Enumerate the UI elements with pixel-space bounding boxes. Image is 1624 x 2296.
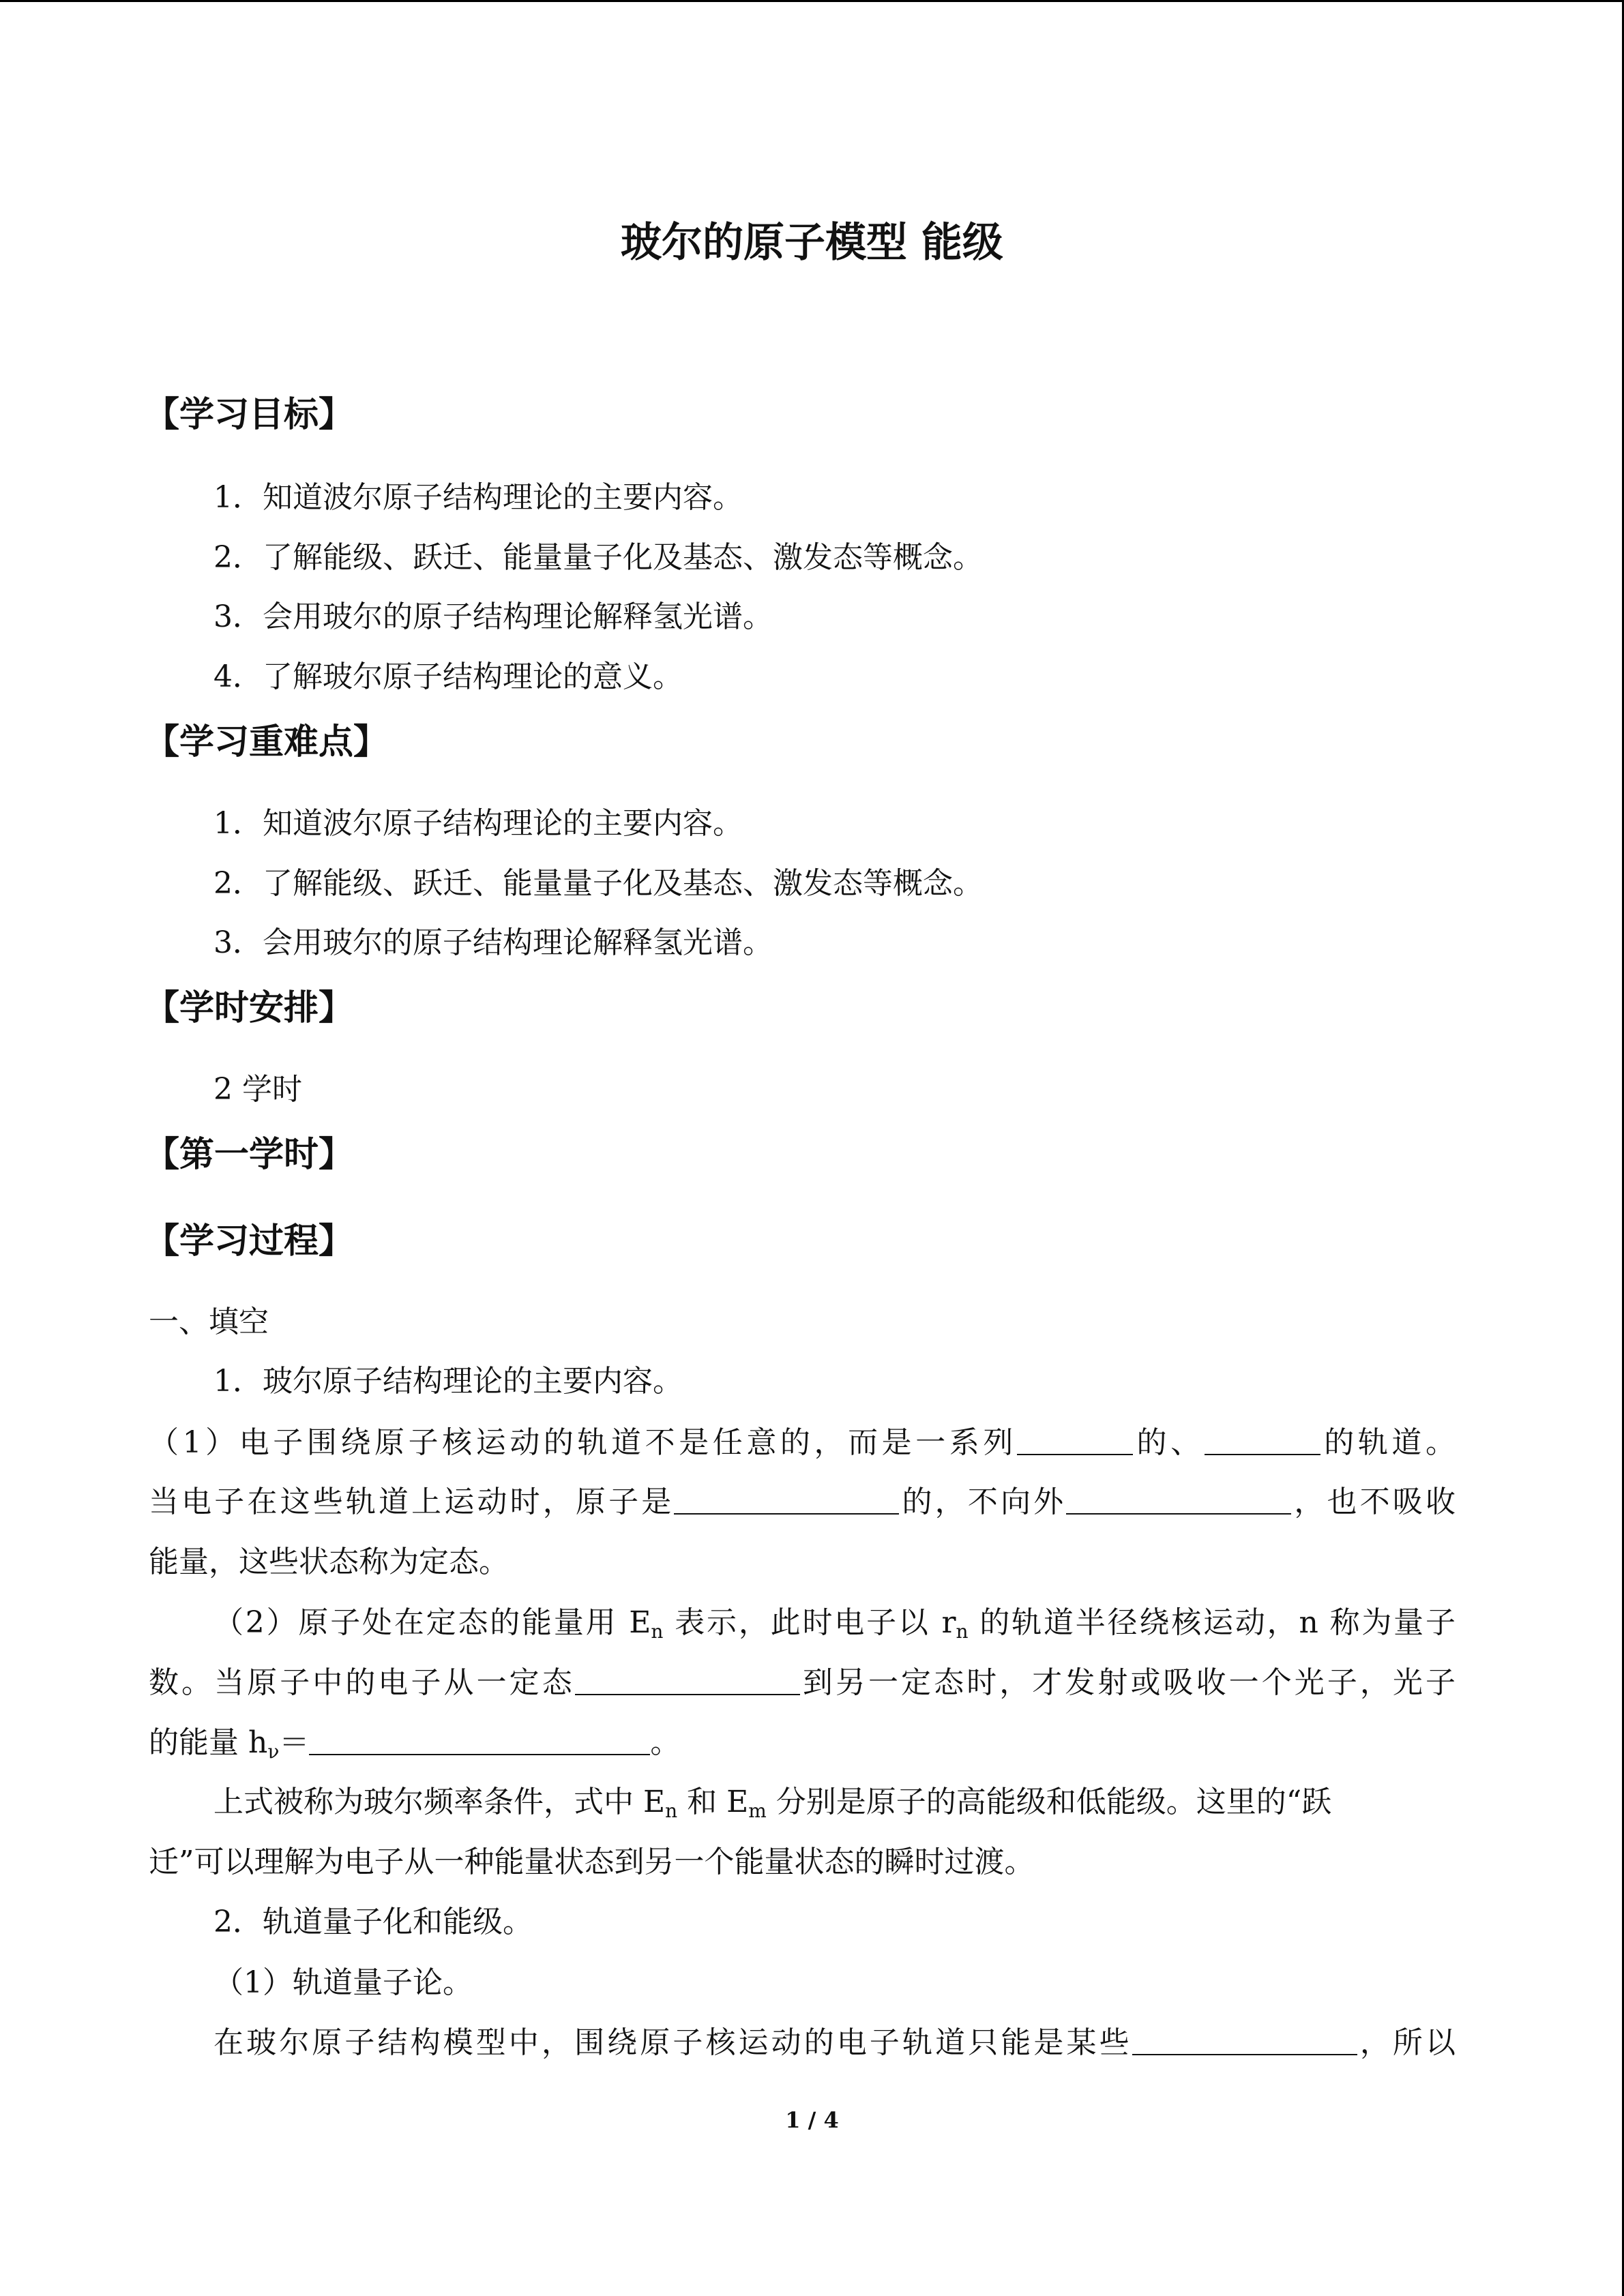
goal-item-2: 2．了解能级、跃迁、能量量子化及基态、激发态等概念。	[213, 540, 983, 575]
key-point-3: 3．会用玻尔的原子结构理论解释氢光谱。	[213, 925, 773, 960]
paragraph-4-line-1: 在玻尔原子结构模型中，围绕原子核运动的电子轨道只能是某些 ，所以	[213, 2025, 1456, 2060]
fill-blank[interactable]	[1066, 1489, 1291, 1515]
goals-heading: 【学习目标】	[145, 395, 354, 435]
key-point-2: 2．了解能级、跃迁、能量量子化及基态、激发态等概念。	[213, 866, 983, 901]
fill-blank[interactable]	[309, 1729, 650, 1755]
page-number: 1 / 4	[785, 2107, 839, 2133]
part-heading: 一、填空	[149, 1304, 269, 1339]
paragraph-1-line-2: 当电子在这些轨道上运动时，原子是 的，不向外 ，也不吸收	[149, 1485, 1456, 1519]
paragraph-2-line-2: 数。当原子中的电子从一定态 到另一定态时，才发射或吸收一个光子，光子	[149, 1665, 1456, 1700]
fill-blank[interactable]	[575, 1669, 800, 1695]
item-1: 1．玻尔原子结构理论的主要内容。	[213, 1364, 683, 1399]
fill-blank[interactable]	[1205, 1429, 1320, 1455]
paragraph-1-line-1: （1）电子围绕原子核运动的轨道不是任意的，而是一系列 的、 的轨道。	[149, 1425, 1456, 1460]
paragraph-2-line-3: 的能量 $h_\nu=$ 。	[149, 1725, 681, 1763]
item-2: 2．轨道量子化和能级。	[213, 1905, 533, 1939]
process-heading: 【学习过程】	[145, 1221, 354, 1262]
key-point-1: 1．知道波尔原子结构理论的主要内容。	[213, 806, 743, 841]
paragraph-3-line-2: 迁”可以理解为电子从一种能量状态到另一个能量状态的瞬时过渡。	[149, 1845, 1035, 1879]
first-lesson-heading: 【第一学时】	[145, 1135, 354, 1175]
key-points-heading: 【学习重难点】	[145, 722, 389, 762]
goal-item-4: 4．了解玻尔原子结构理论的意义。	[213, 659, 683, 694]
goal-item-1: 1．知道波尔原子结构理论的主要内容。	[213, 480, 743, 515]
paragraph-3-line-1: 上式被称为玻尔频率条件，式中 $E_n$ 和 $E_m$ 分别是原子的高能级和低能级。这里的“跃	[213, 1785, 1332, 1822]
paragraph-1-line-3: 能量，这些状态称为定态。	[149, 1545, 509, 1579]
schedule-text: 2 学时	[213, 1072, 302, 1107]
fill-blank[interactable]	[1132, 2029, 1357, 2055]
schedule-heading: 【学时安排】	[145, 988, 354, 1028]
fill-blank[interactable]	[1017, 1429, 1133, 1455]
paragraph-2-line-1: （2）原子处在定态的能量用 $E_n$ 表示，此时电子以 $r_n$ 的轨道半径绕核运动，n 称为量子	[213, 1605, 1456, 1643]
item-2-1: （1）轨道量子论。	[213, 1965, 473, 2000]
fill-blank[interactable]	[674, 1489, 899, 1515]
goal-item-3: 3．会用玻尔的原子结构理论解释氢光谱。	[213, 599, 773, 634]
page-title: 玻尔的原子模型 能级	[621, 219, 1003, 267]
